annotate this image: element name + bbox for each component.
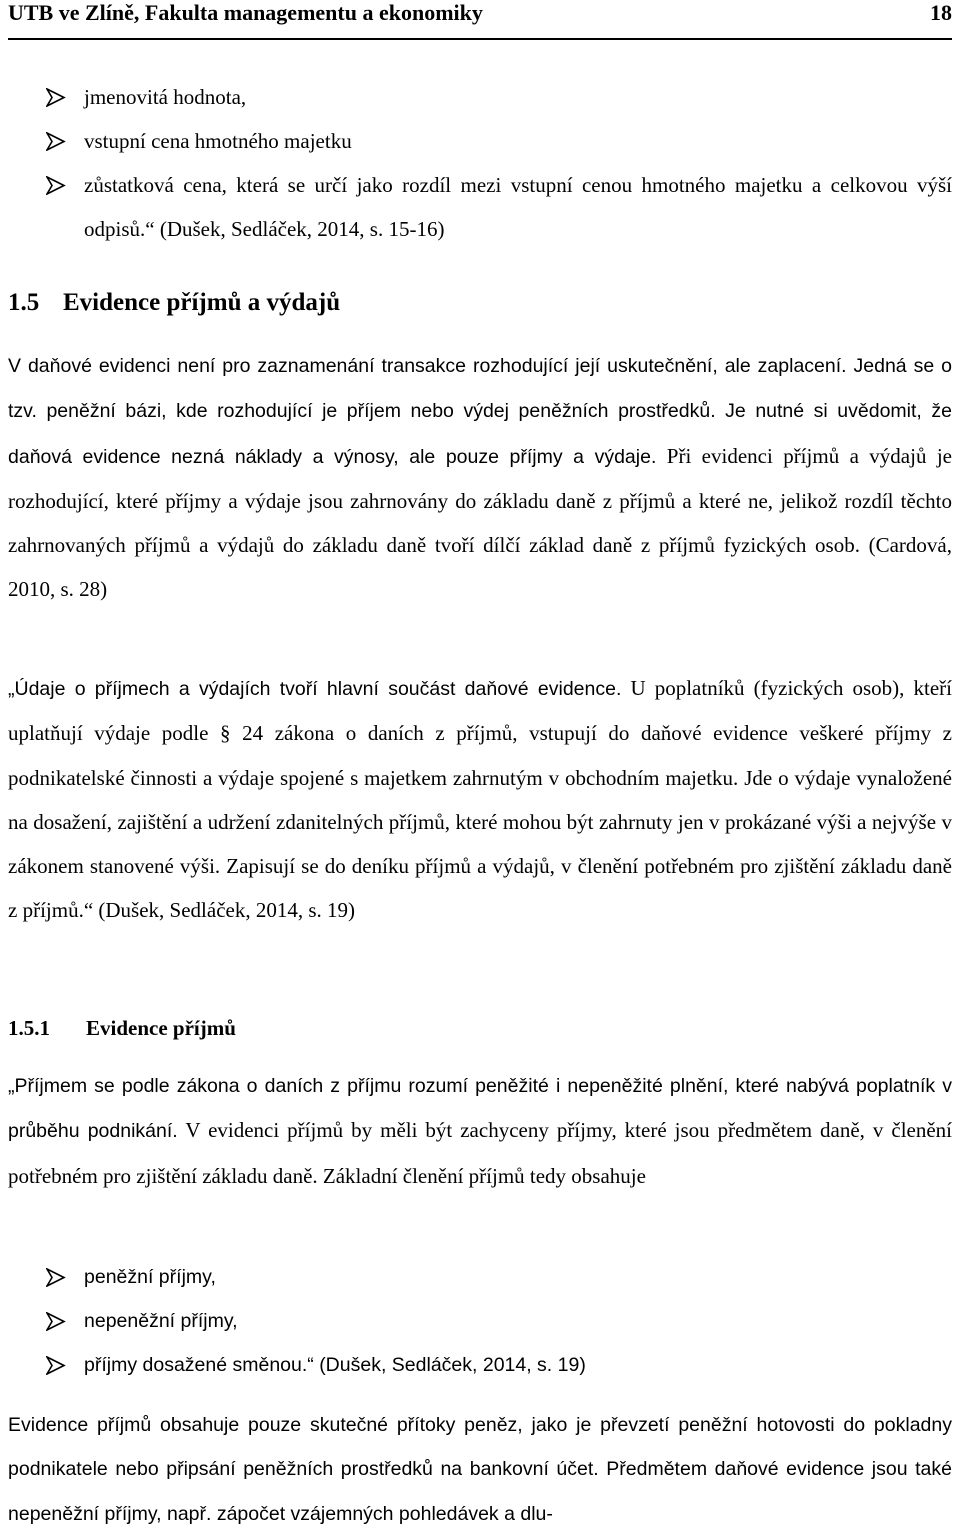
paragraph-income-expenses <box>8 666 952 933</box>
arrow-bullet-icon <box>46 1343 70 1375</box>
income-types-list <box>8 1255 952 1387</box>
subsection-heading <box>8 1007 236 1049</box>
arrow-bullet-icon <box>46 75 70 107</box>
header-title: UTB ve Zlíně, Fakulta managementu a ekonomiky <box>8 0 483 25</box>
section-title: Evidence příjmů a výdajů <box>63 289 341 316</box>
definition-sans-part: „Příjmem se podle zákona o daních z příjmu rozumí peněžité i nepeněžité plnění, které nabývá poplatník v průběhu podnikání. <box>8 1075 952 1143</box>
paragraph-tax-records <box>8 343 952 612</box>
paragraph-sans-part: V daňové evidenci není pro zaznamenání transakce rozhodující její uskutečnění, ale zaplacení. Jedná se o tzv. peněžní bázi, kde rozhodující je příjem nebo výdej peněžních prostředků. Je nutné si uvědomit, že daňová evidence nezná náklady a výnosy, ale pouze příjmy a výdaje. <box>8 355 952 468</box>
quote-serif-part: U poplatníků (fyzických osob), kteří uplatňují výdaje podle § 24 zákona o daních z příjmů, vstupují do daňové evidence veškeré příjmy z podnikatelské činnosti a výdaje spojené s majetkem zahrnutým v obchodním majetku. Jde o výdaje vynaložené na dosažení, zajištění a udržení zdanitelných příjmů, které mohou být zahrnuty jen v prokázané výši a nejvýše v zákonem stanovené výši. Zapisují se do deníku příjmů a výdajů, v členění potřebném pro zjištění základu daně z příjmů.“ (Dušek, Sedláček, 2014, s. 19) <box>8 676 953 923</box>
list-item: příjmy dosažené směnou.“ (Dušek, Sedláček, 2014, s. 19) <box>8 1343 952 1387</box>
page-number: 18 <box>930 0 952 25</box>
definition-serif-part: V evidenci příjmů by měli být zachyceny příjmy, které jsou předmětem daně, v členění potřebném pro zjištění základu daně. Základní členění příjmů tedy obsahuje <box>8 1118 953 1188</box>
quote-sans-part: „Údaje o příjmech a výdajích tvoří hlavní součást daňové evidence. <box>8 678 622 700</box>
list-item: peněžní příjmy, <box>8 1255 952 1299</box>
paragraph-income-definition <box>8 1063 952 1198</box>
arrow-bullet-icon <box>46 119 70 151</box>
list-item: jmenovitá hodnota, <box>8 75 952 119</box>
paragraph-income-records: Evidence příjmů obsahuje pouze skutečné přítoky peněz, jako je převzetí peněžní hotovosti do pokladny podnikatele nebo připsání peněžních prostředků na bankovní účet. Předmětem daňové evidence jsou také nepeněžní příjmy, např. zápočet vzájemných pohledávek a dlu- <box>8 1414 952 1525</box>
paragraph-serif-part: Při evidenci příjmů a výdajů je rozhodující, které příjmy a výdaje jsou zahrnovány do základu daně z příjmů a které ne, jelikož rozdíl těchto zahrnovaných příjmů a výdajů do základu daně tvoří dílčí základ daně z příjmů fyzických osob. (Cardová, 2010, s. 28) <box>8 443 952 602</box>
section-number: 1.5 <box>8 289 40 316</box>
subsection-title: Evidence příjmů <box>86 1016 236 1040</box>
subsection-number: 1.5.1 <box>8 1016 50 1040</box>
arrow-bullet-icon <box>46 1299 70 1331</box>
list-item: nepeněžní příjmy, <box>8 1299 952 1343</box>
list-item: zůstatková cena, která se určí jako rozdíl mezi vstupní cenou hmotného majetku a celkovou výší odpisů.“ (Dušek, Sedláček, 2014, s. 15-16) <box>8 163 952 251</box>
arrow-bullet-icon <box>46 1255 70 1287</box>
page-header <box>8 0 952 40</box>
section-heading <box>8 282 340 324</box>
depreciation-values-list <box>8 75 952 251</box>
list-item: vstupní cena hmotného majetku <box>8 119 952 163</box>
arrow-bullet-icon <box>46 163 70 195</box>
